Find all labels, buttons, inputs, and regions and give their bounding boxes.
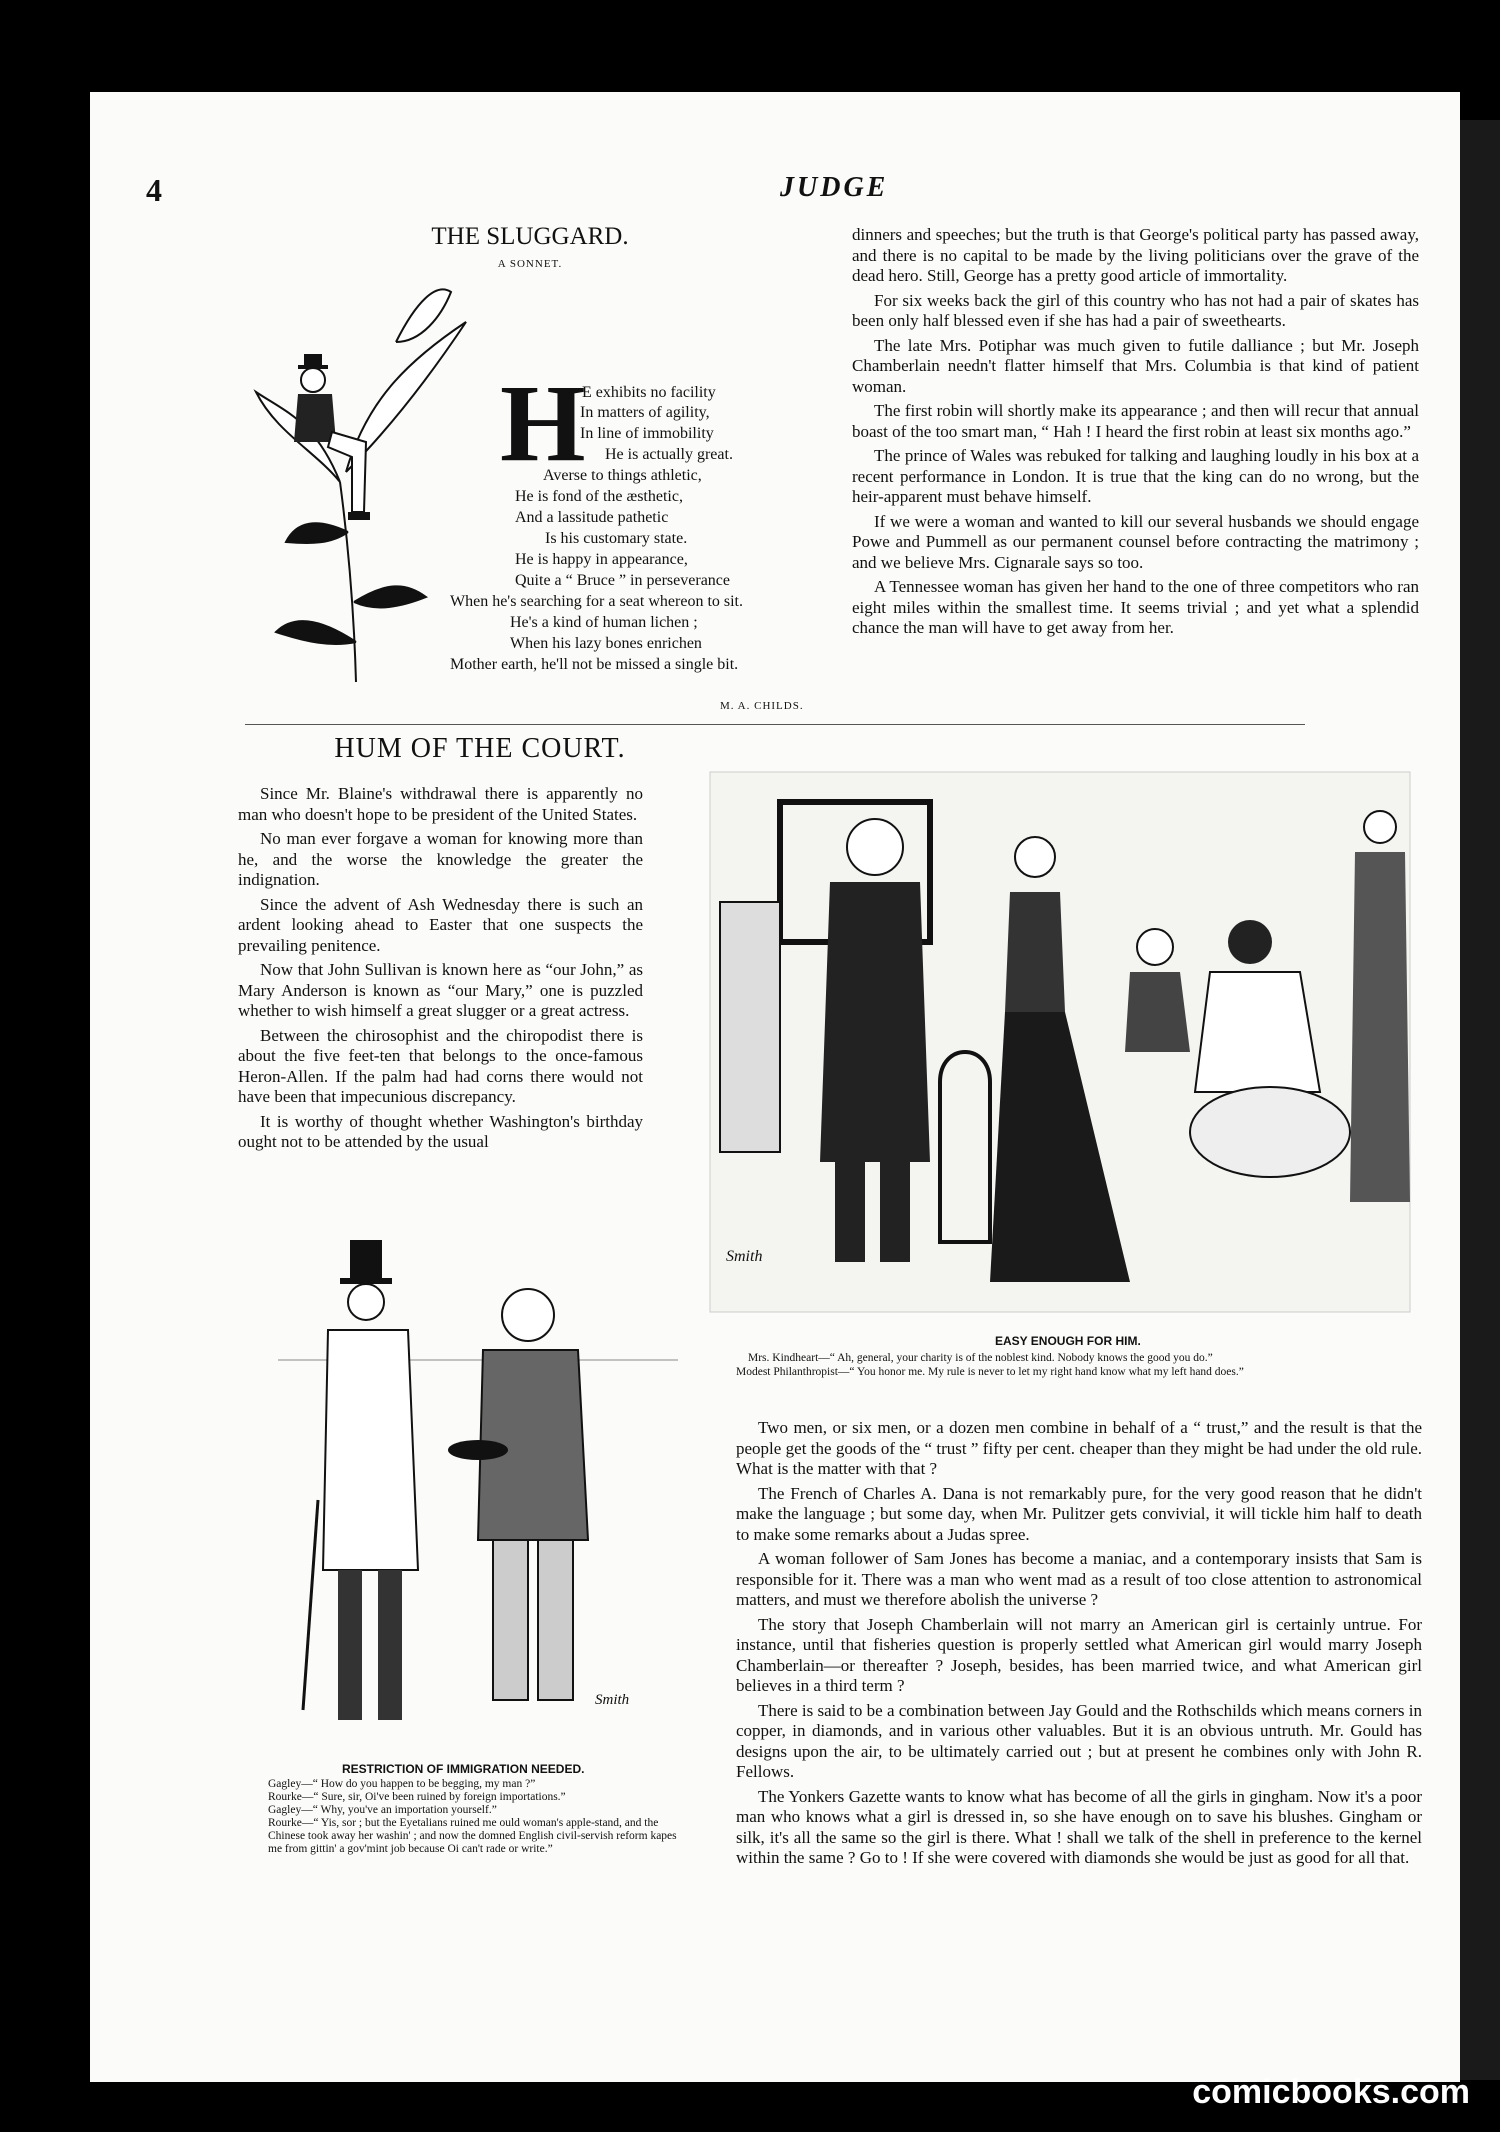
paragraph: The French of Charles A. Dana is not remarkably pure, for the very good reason that he didn't make the language ; but some day, when Mr. Pulitzer gets convivial, it will tickle him half to death to make some remarks about a Judas spree. <box>736 1483 1422 1544</box>
sonnet-author: M. A. CHILDS. <box>720 700 804 712</box>
easy-enough-illustration <box>700 762 1420 1322</box>
sonnet-subtitle: A SONNET. <box>497 258 563 270</box>
caption-line: Rourke—“ Yis, sor ; but the Eyetalians ruined me ould woman's apple-stand, and the Chinese took away her washin' ; and now the domned English civil-servish reform kapes me from gittin' a gov'mint job because Oi can't rade or write.” <box>268 1817 677 1855</box>
paragraph: The prince of Wales was rebuked for talking and laughing loudly in his box at a recent performance in London. It is true that the king can do no wrong, but the heir-apparent must behave himself. <box>852 446 1419 506</box>
sonnet-line: He's a kind of human lichen ; <box>510 614 698 631</box>
paragraph: Between the chirosophist and the chiropodist there is about the five feet-ten that belongs to the once-famous Heron-Allen. If the palm had had corns there would not have been that impecunious discrepancy. <box>238 1025 643 1106</box>
hum-title: HUM OF THE COURT. <box>334 733 626 764</box>
sonnet-dropcap: H <box>500 362 586 484</box>
sonnet-line: Quite a “ Bruce ” in perseverance <box>515 572 730 589</box>
paragraph: dinners and speeches; but the truth is that George's political party has passed away, and there is no capital to be made by the living politicians over the grave of the dead hero. Still, George has a pretty good article of immortality. <box>852 225 1419 285</box>
page-number: 4 <box>146 172 162 208</box>
sonnet-first-line: E exhibits no facility <box>582 384 716 401</box>
sonnet-line: Is his customary state. <box>545 530 688 547</box>
paragraph: A Tennessee woman has given her hand to the one of three competitors who ran eight miles within the smallest time. It seems trivial ; and yet what a splendid chance the man will have to get away from her. <box>852 577 1419 637</box>
immigration-caption <box>268 1778 678 1856</box>
paragraph: A woman follower of Sam Jones has become a maniac, and a contemporary insists that Sam is responsible for it. There was a man who went mad as a result of too close attention to astronomical matters, and must we therefore abolish the universe ? <box>736 1549 1422 1609</box>
paragraph: The story that Joseph Chamberlain will not marry an American girl is certainly untrue. For instance, until that fisheries question is properly settled what American girl would marry Joseph Chamberlain—or thereafter ? Joseph, besides, has been married twice, and what American girl believes in a third term ? <box>736 1614 1422 1695</box>
paragraph: Now that John Sullivan is known here as “our John,” as Mary Anderson is known as “our Mary,” one is puzzled whether to wish himself a great slugger or a great actress. <box>238 960 643 1020</box>
immigration-caption-title: RESTRICTION OF IMMIGRATION NEEDED. <box>342 1762 585 1776</box>
right-column-top <box>852 225 1419 643</box>
caption-line: Rourke—“ Sure, sir, Oi've been ruined by foreign importations.” <box>268 1791 566 1803</box>
paragraph: Since the advent of Ash Wednesday there is such an ardent looking ahead to Easter that one suspects the prevailing penitence. <box>238 894 643 955</box>
watermark: comicbooks.com <box>1192 2073 1470 2111</box>
easy-signature: Smith <box>726 1248 763 1265</box>
lily-illustration <box>236 282 486 682</box>
paragraph: The first robin will shortly make its appearance ; and then will recur that annual boast of the too smart man, “ Hah ! I heard the first robin at least six months ago.” <box>852 401 1419 441</box>
paragraph: For six weeks back the girl of this country who has not had a pair of skates has been only half blessed even if she has had a pair of sweethearts. <box>852 290 1419 330</box>
sonnet-line: In line of immobility <box>580 425 714 442</box>
sonnet-body <box>450 378 820 675</box>
paragraph: If we were a woman and wanted to kill our several husbands we should engage Powe and Pummell as our permanent counsel before contracting the matrimony ; and we believe Mrs. Cignarale says so too. <box>852 511 1419 572</box>
paragraph: Since Mr. Blaine's withdrawal there is apparently no man who doesn't hope to be president of the United States. <box>238 784 643 824</box>
masthead: JUDGE <box>780 172 889 203</box>
easy-caption-title: EASY ENOUGH FOR HIM. <box>995 1334 1141 1348</box>
sonnet-line: He is fond of the æsthetic, <box>515 488 683 505</box>
sonnet-title: THE SLUGGARD. <box>431 223 629 250</box>
caption-line: Gagley—“ Why, you've an importation yourself.” <box>268 1804 497 1816</box>
sonnet-line: When his lazy bones enrichen <box>510 635 702 652</box>
sonnet-line: And a lassitude pathetic <box>515 509 669 526</box>
sonnet-line: In matters of agility, <box>580 404 710 421</box>
right-column-bottom <box>736 1418 1422 1873</box>
immigration-signature: Smith <box>595 1692 630 1708</box>
paragraph: No man ever forgave a woman for knowing more than he, and the worse the knowledge the greater the indignation. <box>238 829 643 889</box>
sonnet-line: He is actually great. <box>605 446 733 463</box>
paragraph: There is said to be a combination between Jay Gould and the Rothschilds which means corners in copper, in diamonds, and in various other valuables. But it is an obvious untruth. Mr. Gould has designs upon the air, to be ultimately carried out ; but at present he combines only with John R. Fellows. <box>736 1700 1422 1781</box>
hum-column <box>238 784 643 1157</box>
divider-rule <box>245 724 1305 725</box>
caption-line: Gagley—“ How do you happen to be begging, my man ?” <box>268 1778 536 1790</box>
paragraph: The late Mrs. Potiphar was much given to futile dalliance ; but Mr. Joseph Chamberlain needn't flatter himself that Mrs. Columbia is that kind of patient woman. <box>852 335 1419 396</box>
sonnet-line: When he's searching for a seat whereon to sit. <box>450 593 743 610</box>
easy-caption-line2: Modest Philanthropist—“ You honor me. My rule is never to let my right hand know what my left hand does.” <box>736 1366 1244 1378</box>
paragraph: It is worthy of thought whether Washington's birthday ought not to be attended by the usual <box>238 1111 643 1151</box>
sonnet-line: He is happy in appearance, <box>515 551 688 568</box>
sonnet-line: Mother earth, he'll not be missed a single bit. <box>450 656 739 673</box>
paragraph: Two men, or six men, or a dozen men combine in behalf of a “ trust,” and the result is that the people get the goods of the “ trust ” fifty per cent. cheaper than they might be had under the old rule. What is the matter with that ? <box>736 1418 1422 1478</box>
book-edge <box>1460 120 1500 2080</box>
rourke-figure <box>448 1289 588 1700</box>
easy-caption-line1: Mrs. Kindheart—“ Ah, general, your charity is of the noblest kind. Nobody knows the good you do.” <box>748 1352 1213 1364</box>
sonnet-line: Averse to things athletic, <box>543 467 702 484</box>
paragraph: The Yonkers Gazette wants to know what has become of all the girls in gingham. Now it's a poor man who knows what a girl is dressed in, so she have enough on to save his blushes. Gingham or silk, it's all the same so the girl is there. What ! shall we talk of the shell in preference to the kernel within the same ? Go to ! If she were covered with diamonds she would be just as good for all that. <box>736 1786 1422 1867</box>
immigration-illustration <box>278 1240 678 1750</box>
gagley-figure <box>303 1240 418 1720</box>
